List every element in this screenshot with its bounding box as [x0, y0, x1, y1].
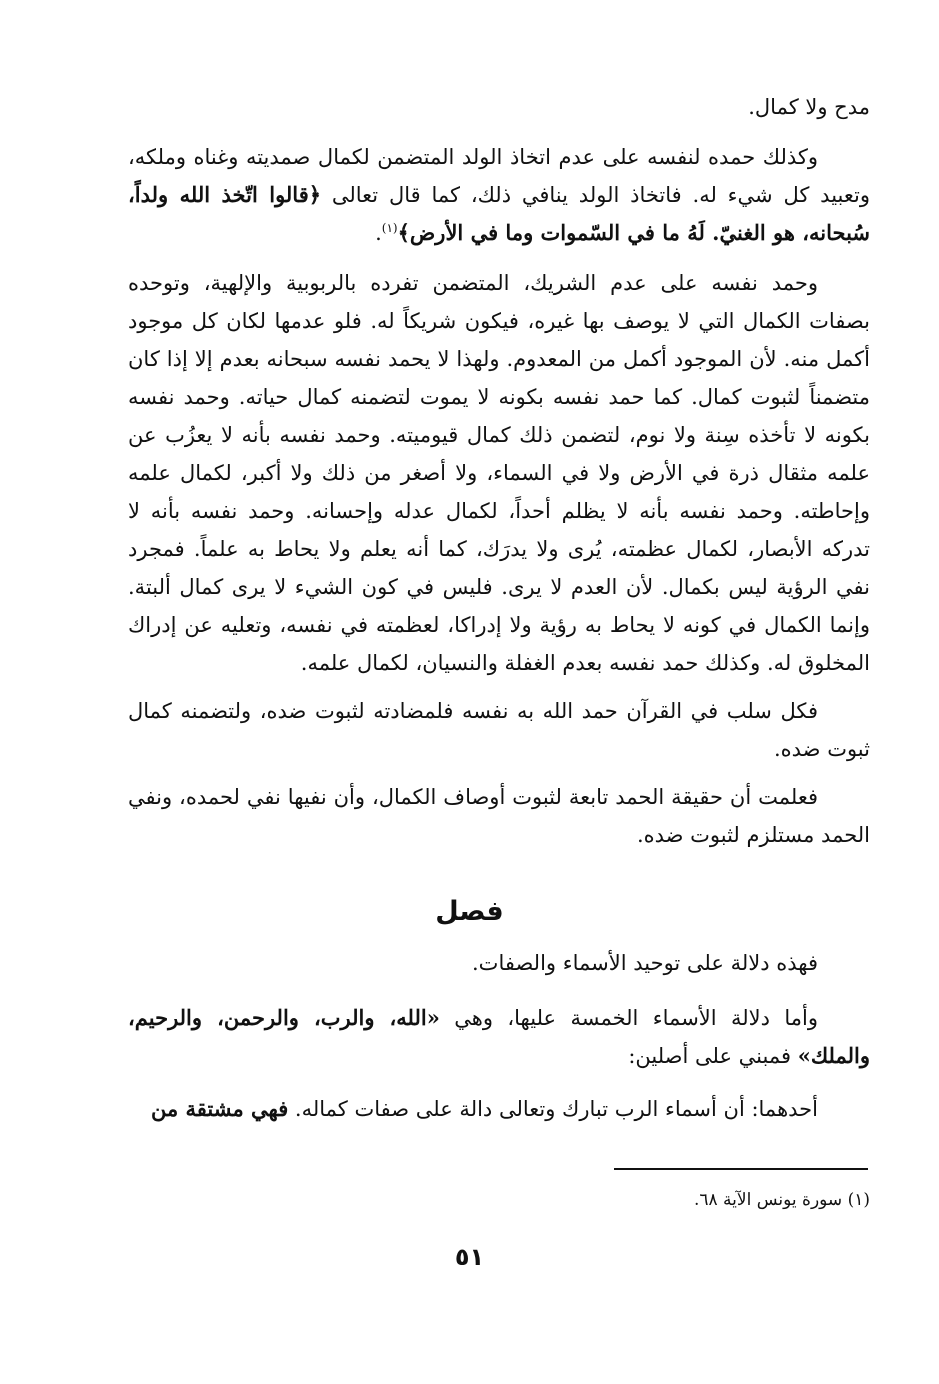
paragraph-7-text: وأما دلالة الأسماء الخمسة عليها، وهي — [439, 1006, 819, 1030]
paragraph-4-text: فكل سلب في القرآن حمد الله به نفسه فلمضادته لثبوت ضده، ولتضمنه كمال ثبوت ضده. — [128, 699, 870, 761]
paragraph-2 — [128, 138, 870, 252]
paragraph-5-text: فعلمت أن حقيقة الحمد تابعة لثبوت أوصاف الكمال، وأن نفيها نفي لحمده، ونفي الحمد مستلزم لثبوت ضده. — [128, 785, 870, 847]
paragraph-6 — [128, 944, 870, 982]
paragraph-8-bold: فهي مشتقة من — [150, 1096, 289, 1121]
section-heading: فصل — [435, 896, 504, 927]
paragraph-4 — [128, 692, 870, 768]
footnote: (١) سورة يونس الآية ٦٨. — [693, 1190, 870, 1210]
paragraph-1 — [128, 88, 870, 126]
paragraph-2-text: وكذلك حمده لنفسه على عدم اتخاذ الولد المتضمن لكمال صمديته وغناه وملكه، وتعبيد كل شيء له. فاتخاذ الولد ينافي ذلك، كما قال تعالى — [128, 145, 870, 207]
paragraph-2-end: . — [375, 221, 382, 245]
paragraph-5 — [128, 778, 870, 854]
footnote-divider — [614, 1168, 868, 1170]
footnote-reference: (١) — [381, 221, 398, 235]
paragraph-3 — [128, 264, 870, 682]
paragraph-1-text: مدح ولا كمال. — [748, 95, 870, 119]
divine-names: «الله، والرب، والرحمن، والرحيم، والملك» — [128, 1005, 870, 1068]
paragraph-7-end: فمبني على أصلين: — [628, 1044, 798, 1068]
quran-verse: ﴿قالوا اتّخذ الله ولداً، سُبحانه، هو الغنيّ. لَهُ ما في السّموات وما في الأرض﴾ — [128, 182, 870, 245]
paragraph-8-text: أحدهما: أن أسماء الرب تبارك وتعالى دالة على صفات كماله. — [288, 1097, 818, 1121]
paragraph-7 — [128, 999, 870, 1075]
page-number: ٥١ — [454, 1243, 485, 1271]
paragraph-8 — [128, 1090, 870, 1128]
paragraph-6-text: فهذه دلالة على توحيد الأسماء والصفات. — [472, 951, 818, 975]
paragraph-3-text: وحمد نفسه على عدم الشريك، المتضمن تفرده بالربوبية والإلهية، وتوحده بصفات الكمال التي لا يوصف بها غيره، فيكون شريكاً له. فلو عدمها لكان كل موجود أكمل منه. لأن الموجود أكمل من المعدوم. ولهذا لا يحمد نفسه سبحانه بعدم إلا إذا كان متضمناً لثبوت كمال. كما حمد نفسه بكونه لا يموت لتضمنه كمال حياته. وحمد نفسه بكونه لا تأخذه سِنة ولا نوم، لتضمن ذلك كمال قيوميته. وحمد نفسه بأنه لا يعزُب عن علمه مثقال ذرة في الأرض ولا في السماء، ولا أصغر من ذلك ولا أكبر، لكمال علمه وإحاطته. وحمد نفسه بأنه لا يظلم أحداً، لكمال عدله وإحسانه. وحمد نفسه بأنه لا تدركه الأبصار، لكمال عظمته، يُرى ولا يدرَك، كما أنه يعلم ولا يحاط به علماً. فمجرد نفي الرؤية ليس بكمال. لأن العدم لا يرى. فليس في كون الشيء لا يرى كمال ألبتة. وإنما الكمال في كونه لا يحاط به رؤية ولا إدراكا، لعظمته في نفسه، وتعليه عن إدراك المخلوق له. وكذلك حمد نفسه بعدم الغفلة والنسيان، لكمال علمه. — [128, 271, 870, 675]
